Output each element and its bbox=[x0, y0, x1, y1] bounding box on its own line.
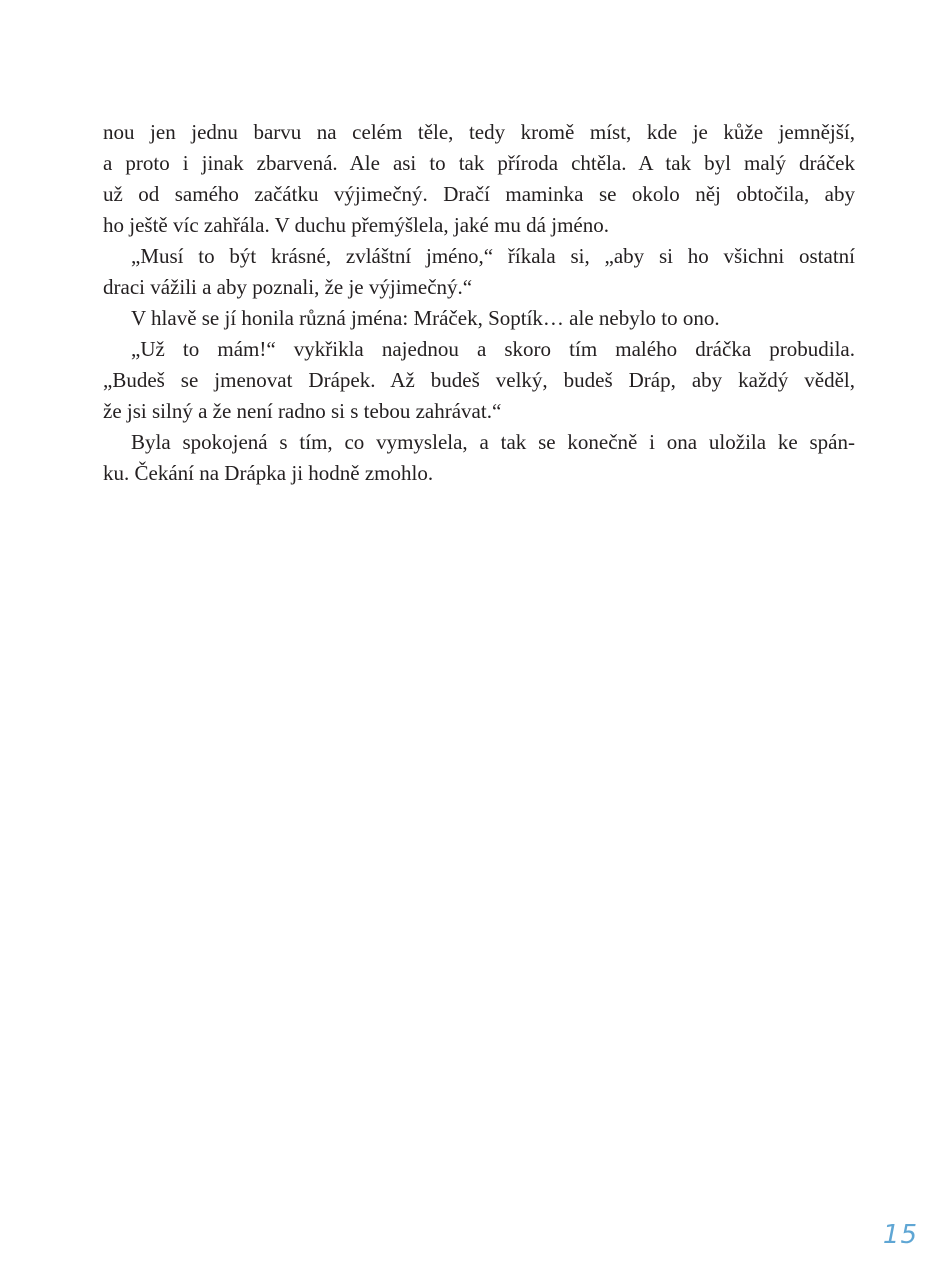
text-line: nou jen jednu barvu na celém těle, tedy kromě míst, kde je kůže jemnější, bbox=[103, 120, 855, 144]
text-line: ho ještě víc zahřála. V duchu přemýšlela, jaké mu dá jméno. bbox=[103, 213, 609, 237]
text-line: a proto i jinak zbarvená. Ale asi to tak příroda chtěla. A tak byl malý dráček bbox=[103, 151, 855, 175]
text-line: V hlavě se jí honila různá jména: Mráček, Soptík… ale nebylo to ono. bbox=[131, 306, 720, 330]
text-line: že jsi silný a že není radno si s tebou zahrávat.“ bbox=[103, 399, 502, 423]
text-line: ku. Čekání na Drápka ji hodně zmohlo. bbox=[103, 461, 434, 485]
text-line: „Budeš se jmenovat Drápek. Až budeš velký, budeš Dráp, aby každý věděl, bbox=[103, 368, 855, 392]
text-line: už od samého začátku výjimečný. Dračí maminka se okolo něj obtočila, aby bbox=[103, 182, 855, 206]
body-text bbox=[103, 117, 855, 489]
text-line: „Už to mám!“ vykřikla najednou a skoro tím malého dráčka probudila. bbox=[131, 337, 855, 361]
page-number: 15 bbox=[882, 1220, 918, 1250]
text-line: Byla spokojená s tím, co vymyslela, a tak se konečně i ona uložila ke spán- bbox=[131, 430, 855, 454]
text-line: „Musí to být krásné, zvláštní jméno,“ říkala si, „aby si ho všichni ostatní bbox=[131, 244, 855, 268]
text-line: draci vážili a aby poznali, že je výjimečný.“ bbox=[103, 275, 473, 299]
